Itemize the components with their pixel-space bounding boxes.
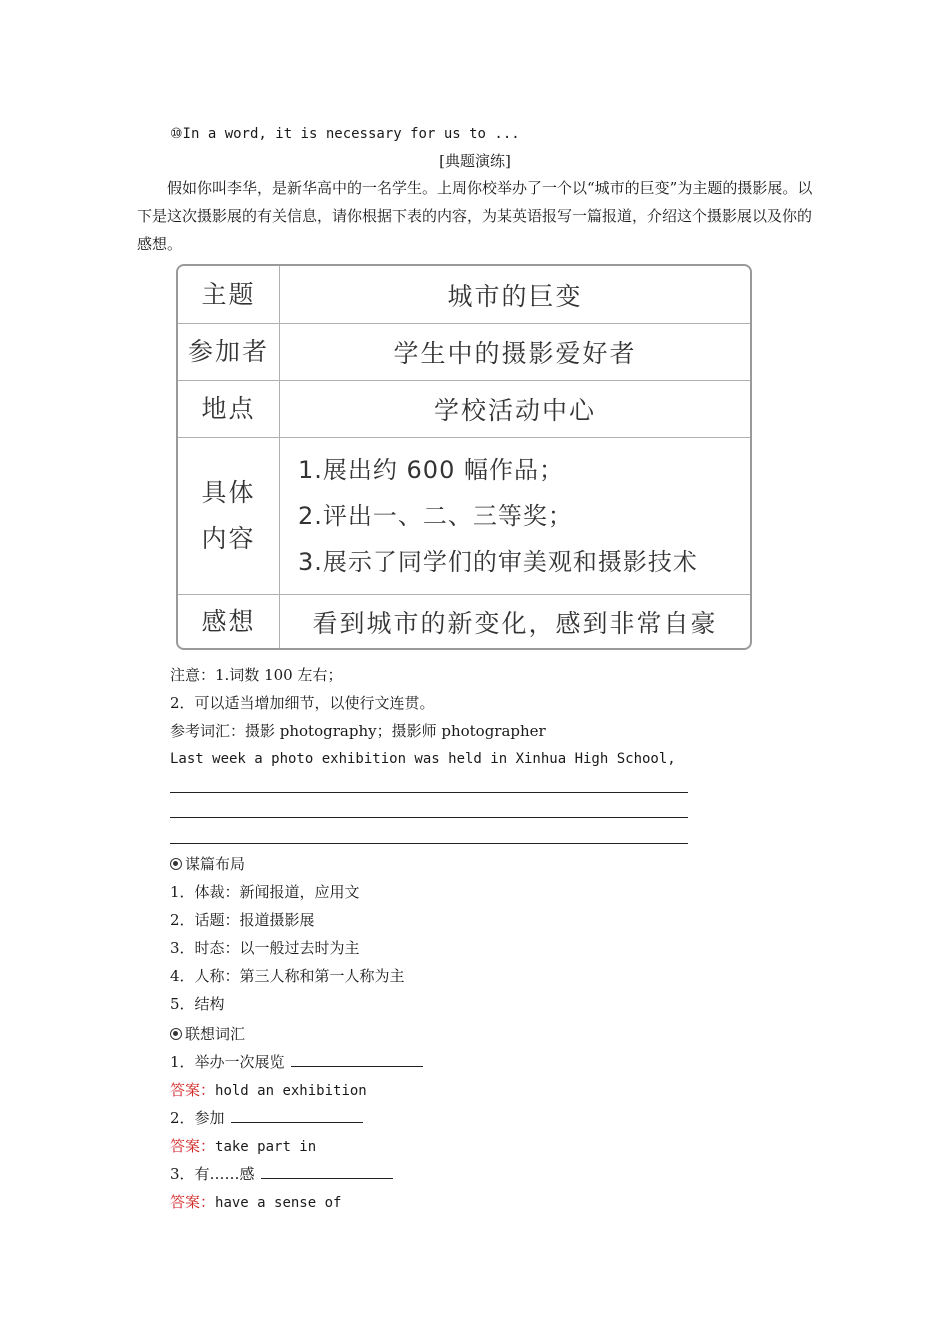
question-3 [170,1164,393,1184]
table-val-theme: 城市的巨变 [447,281,583,311]
answer-1 [170,1080,367,1101]
table-row [178,438,750,595]
answer-2 [170,1136,316,1157]
table-val-feeling: 看到城市的新变化，感到非常自豪 [312,608,718,638]
vocab-hint: 参考词汇：摄影 photography；摄影师 photographer [170,722,546,740]
list-item: 5．结构 [170,995,225,1013]
table-key-details-line1: 具体 [201,478,256,507]
layout-title: 谋篇布局 [185,855,246,873]
question-2 [170,1108,363,1128]
note-1: 注意：1.词数 100 左右； [170,666,343,684]
table-row [178,266,750,324]
list-item: 1．体裁：新闻报道，应用文 [170,883,360,901]
question-text: 2．参加 [170,1109,225,1127]
radio-bullet-icon [170,1028,182,1040]
starter-sentence: Last week a photo exhibition was held in Xinhua High School, [170,751,676,767]
radio-bullet-icon [170,858,182,870]
answer-label: 答案： [170,1137,216,1155]
list-item: 2．话题：报道摄影展 [170,911,315,929]
detail-item: 1.展出约 600 幅作品； [298,456,564,484]
table-row [178,595,750,648]
detail-item: 3.展示了同学们的审美观和摄影技术 [298,548,698,576]
table-val-participants: 学生中的摄影爱好者 [393,339,637,368]
answer-text: hold an exhibition [215,1083,367,1099]
top-line: ⑩In a word, it is necessary for us to ... [170,126,520,142]
vocab-heading [170,1024,245,1044]
table-val-details [280,438,750,594]
answer-text: take part in [215,1139,317,1155]
table-key-location: 地点 [178,381,280,437]
list-item: 3．时态：以一般过去时为主 [170,939,360,957]
info-table [176,264,752,650]
table-key-participants: 参加者 [178,324,280,380]
table-row [178,324,750,381]
writing-line [170,792,688,793]
prompt-paragraph: 假如你叫李华，是新华高中的一名学生。上周你校举办了一个以“城市的巨变”为主题的摄影展。以下是这次摄影展的有关信息，请你根据下表的内容，为某英语报写一篇报道，介绍这个摄影展以及你的感想。 [137,179,813,253]
table-key-theme: 主题 [178,266,280,323]
question-text: 3．有……感 [170,1165,255,1183]
question-1 [170,1052,423,1072]
table-key-details-line2: 内容 [201,524,256,553]
vocab-title: 联想词汇 [185,1025,246,1043]
answer-label: 答案： [170,1193,216,1211]
answer-blank[interactable] [291,1052,423,1067]
table-val-location: 学校活动中心 [433,396,596,425]
list-item: 4．人称：第三人称和第一人称为主 [170,967,405,985]
note-2: 2．可以适当增加细节，以使行文连贯。 [170,694,435,712]
answer-text: have a sense of [215,1195,342,1211]
detail-item: 2.评出一、二、三等奖； [298,502,573,530]
section-title: [典题演练] [439,152,511,170]
answer-label: 答案： [170,1081,216,1099]
table-row [178,381,750,438]
table-key-feeling: 感想 [178,595,280,648]
answer-blank[interactable] [231,1108,363,1123]
layout-heading [170,854,245,874]
writing-line [170,843,688,844]
question-text: 1．举办一次展览 [170,1053,285,1071]
writing-line [170,817,688,818]
table-key-details [178,438,280,594]
answer-3 [170,1192,341,1213]
answer-blank[interactable] [261,1164,393,1179]
